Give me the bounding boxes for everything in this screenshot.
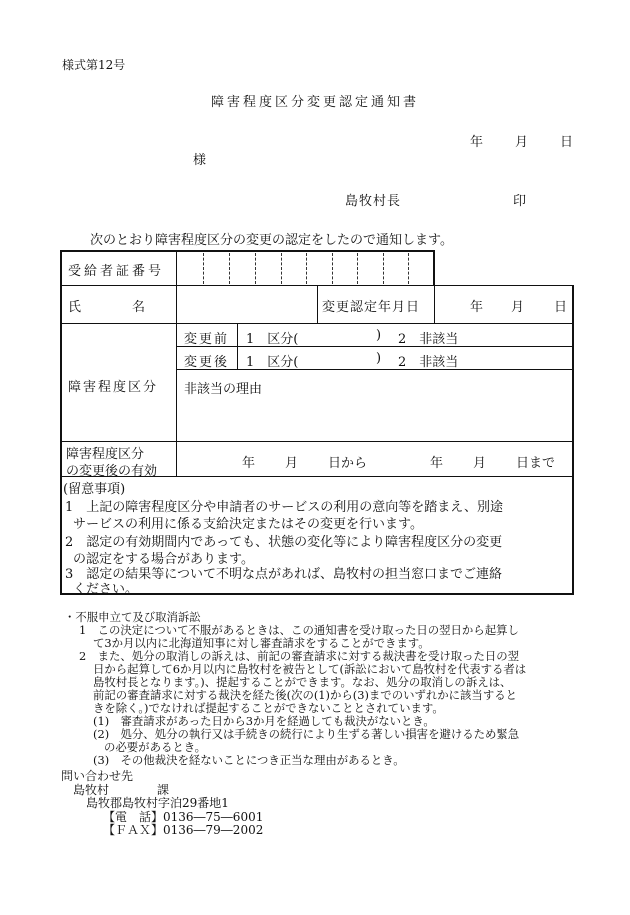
- remark-line: の認定をする場合があります。: [73, 552, 254, 567]
- name-label: 氏 名: [68, 300, 149, 315]
- change-month-label: 月: [511, 300, 525, 315]
- contact-info: [61, 770, 263, 838]
- appeal-line: て3か月以内に北海道知事に対し審査請求をすることができます。: [93, 636, 430, 650]
- remark-line: ください。: [73, 582, 139, 597]
- remark-line: 3 認定の結果等について不明な点があれば、島牧村の担当窓口までご連絡: [65, 567, 503, 582]
- from-day-label: 日から: [328, 456, 368, 471]
- appeal-line: 日から起算して6か月以内に島牧村を被告として(訴訟において島牧村を代表する者は: [93, 662, 527, 676]
- appeal-line: 前記の審査請求に対する裁決を経た後(次の(1)から(3)までのいずれかに該当すると: [93, 688, 517, 702]
- before-option-1: 1 区分(: [246, 332, 299, 347]
- contact-address: 島牧郡島牧村字泊29番地1: [86, 796, 229, 810]
- issue-date: [470, 131, 587, 150]
- change-date-fields: [470, 296, 567, 315]
- to-month-label: 月: [473, 456, 487, 471]
- disability-level-label: 障害程度区分: [68, 380, 159, 395]
- seal-mark: 印: [513, 194, 527, 209]
- contact-department: 島牧村 課: [73, 782, 170, 797]
- to-year-label: 年: [430, 456, 444, 471]
- appeal-line: きを除く。)でなければ提起することができないこととされています。: [93, 701, 444, 715]
- date-month-label: 月: [515, 135, 529, 150]
- date-year-label: 年: [470, 135, 484, 150]
- validity-label-2: の変更後の有効: [66, 464, 158, 479]
- appeal-line: 島牧村長となります。)、提起することができます。なお、処分の取消しの訴えは、: [93, 675, 512, 689]
- change-date-label: 変更認定年月日: [322, 300, 421, 315]
- after-option-1: 1 区分(: [246, 355, 299, 370]
- remarks-title: (留意事項): [63, 482, 126, 497]
- contact-heading: 問い合わせ先: [61, 769, 134, 783]
- from-month-label: 月: [285, 456, 299, 471]
- before-option-2: 2 非該当: [398, 332, 459, 347]
- addressee-suffix: 様: [193, 153, 207, 168]
- form-number: 様式第12号: [62, 58, 126, 72]
- appeal-line: (2) 処分、処分の執行又は手続きの続行により生ずる著しい損害を避けるため緊急: [93, 727, 520, 741]
- appeal-line: (3) その他裁決を経ないことにつき正当な理由があるとき。: [93, 753, 405, 767]
- change-year-label: 年: [470, 300, 484, 315]
- appeal-notes: [64, 611, 526, 767]
- recipient-id-label: 受給者証番号: [68, 264, 165, 279]
- validity-from: [242, 452, 367, 471]
- appeal-line: (1) 審査請求があった日から3か月を経過しても裁決がないとき。: [93, 714, 435, 728]
- issuer-name: 島牧村長: [345, 194, 402, 209]
- from-year-label: 年: [242, 456, 256, 471]
- appeal-line: の必要があるとき。: [104, 740, 207, 754]
- appeal-line: 1 この決定について不服があるときは、この通知書を受け取った日の翌日から起算し: [79, 623, 519, 637]
- notification-table: [60, 250, 574, 595]
- after-option-2: 2 非該当: [398, 355, 459, 370]
- change-day-label: 日: [554, 300, 568, 315]
- document-title: 障害程度区分変更認定通知書: [210, 95, 419, 110]
- before-option-1-close: ): [376, 328, 382, 343]
- contact-fax: 【ＦＡＸ】0136―79―2002: [103, 823, 264, 837]
- validity-to: [430, 452, 555, 471]
- appeal-heading: ・不服申立て及び取消訴訟: [64, 610, 201, 624]
- remark-line: 2 認定の有効期間内であっても、状態の変化等により障害程度区分の変更: [65, 535, 503, 550]
- after-option-1-close: ): [376, 351, 382, 366]
- date-day-label: 日: [560, 135, 574, 150]
- to-day-label: 日まで: [516, 456, 556, 471]
- appeal-line: 2 また、処分の取消しの訴えは、前記の審査請求に対する裁決書を受け取った日の翌: [79, 649, 520, 663]
- after-label: 変更後: [184, 355, 230, 370]
- lead-text: 次のとおり障害程度区分の変更の認定をしたので通知します。: [90, 233, 453, 248]
- validity-label-1: 障害程度区分: [66, 447, 145, 462]
- remark-line: 1 上記の障害程度区分や申請者のサービスの利用の意向等を踏まえ、別途: [65, 500, 504, 515]
- before-label: 変更前: [184, 332, 230, 347]
- non-applicable-reason-label: 非該当の理由: [184, 382, 263, 397]
- contact-phone: 【電 話】0136―75―6001: [103, 809, 264, 824]
- remark-line: サービスの利用に係る支給決定またはその変更を行います。: [73, 517, 423, 532]
